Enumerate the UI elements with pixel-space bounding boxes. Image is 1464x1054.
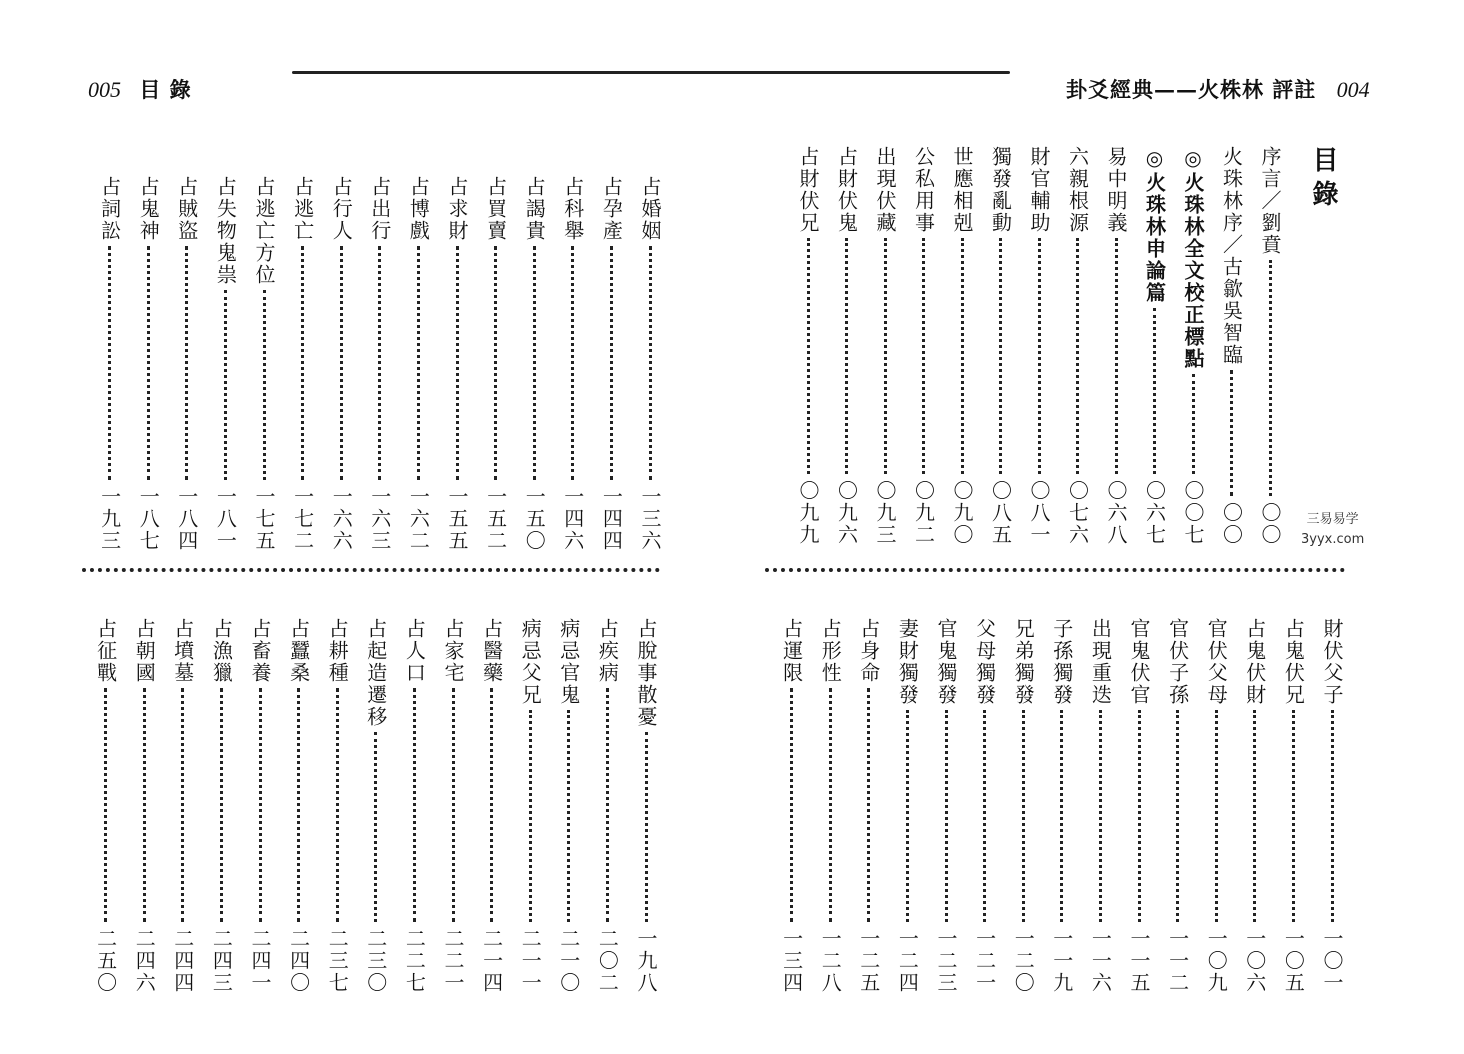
toc-entry[interactable] [636,176,664,552]
toc-entry[interactable] [794,146,822,546]
toc-entry[interactable] [327,176,355,552]
toc-entry-title: 占征戰 [93,618,118,684]
toc-entry-title: 官鬼獨發 [934,618,958,706]
dot-leader [1038,238,1041,474]
dot-leader [906,710,909,922]
toc-entry-title: 妻財獨發 [895,618,920,706]
toc-entry-title: 易中明義 [1104,146,1128,234]
toc-entry-page: 一二四 [895,928,920,994]
dot-leader [108,246,111,480]
toc-entry-title: 出現伏藏 [873,146,897,234]
toc-entry-title: 占畜養 [248,618,272,684]
dot-leader [567,710,570,922]
toc-entry-title: 占朝國 [132,618,157,684]
dot-leader [185,246,188,480]
toc-entry-page: 〇〇 [1219,502,1244,546]
toc-entry[interactable] [893,618,921,994]
dot-leader [297,688,300,922]
toc-entry-page: 二四三 [209,928,234,994]
toc-entry-title: 占逃亡 [290,176,315,242]
dot-leader [829,688,832,922]
toc-entry-page: 一一六 [1088,928,1113,994]
header-rule [292,71,1010,74]
toc-entry-title: 官伏父母 [1204,618,1229,706]
toc-entry[interactable] [1256,146,1284,546]
toc-entry-title: 序言／劉賁 [1258,146,1282,256]
toc-entry[interactable] [1009,618,1037,994]
toc-entry-page: 二〇二 [595,928,620,994]
dot-leader [610,246,613,480]
toc-entry-title: 官伏子孫 [1165,618,1190,706]
left-page-title: 目 錄 [139,77,192,102]
toc-entry-page: 二四六 [132,928,157,994]
toc-entry-title: 占蠶桑 [286,618,311,684]
toc-entry-title: 占婚姻 [638,176,662,242]
toc-entry[interactable] [1164,618,1192,994]
right-divider [765,568,1345,572]
toc-entry-page: 一九三 [97,486,122,552]
toc-entry-title: ◎火珠林全文校正標點 [1181,146,1205,370]
toc-entry[interactable] [482,176,510,552]
toc-entry-page: 〇六七 [1142,480,1167,546]
left-divider [82,568,660,572]
watermark-line2: 3yyx.com [1301,532,1365,547]
toc-entry[interactable] [932,618,960,994]
toc-entry[interactable] [1202,618,1230,994]
toc-entry-title: 子孫獨發 [1049,618,1074,706]
toc-entry-page: 〇九六 [834,480,859,546]
toc-entry-page: 二一一 [518,928,543,994]
toc-entry[interactable] [520,176,548,552]
toc-entry-page: 〇〇 [1258,502,1282,546]
dot-leader [1099,710,1102,922]
toc-entry[interactable] [404,176,432,552]
toc-entry-title: 占形性 [818,618,843,684]
dot-leader [259,688,262,922]
toc-entry[interactable] [855,618,883,994]
right-page-header [1066,74,1370,104]
toc-entry-title: 占鬼伏財 [1242,618,1267,706]
toc-entry-title: 占疾病 [595,618,620,684]
toc-entry[interactable] [130,618,158,994]
dot-leader [490,688,493,922]
toc-entry-title: 占謁貴 [522,176,547,242]
dot-leader [571,246,574,480]
toc-entry-page: 一五五 [445,486,469,552]
toc-entry-page: 一〇一 [1320,928,1344,994]
book-title: 卦爻經典——火株林 評註 [1066,77,1317,102]
dot-leader [1176,710,1179,922]
toc-entry[interactable] [362,618,390,994]
dot-leader [807,238,810,474]
dot-leader [104,688,107,922]
toc-entry-page: 二四四 [170,928,195,994]
toc-entry[interactable] [871,146,899,546]
toc-entry-title: 占鬼伏兄 [1281,618,1306,706]
toc-entry-page: 一五二 [483,486,508,552]
toc-entry[interactable] [816,618,844,994]
toc-entry-page: 二二七 [402,928,427,994]
toc-entry[interactable] [593,618,621,994]
toc-entry-page: 〇八一 [1027,480,1051,546]
toc-entry-title: 世應相剋 [950,146,974,234]
dot-leader [147,246,150,480]
toc-entry[interactable] [516,618,544,994]
dot-leader [336,688,339,922]
dot-leader [340,246,343,480]
toc-entry[interactable] [833,146,861,546]
toc-entry[interactable] [597,176,625,552]
toc-entry-page: 一六二 [406,486,431,552]
toc-entry-title: 占財伏鬼 [834,146,859,234]
dot-leader [1269,260,1272,496]
toc-entry-title: 占買賣 [483,176,508,242]
toc-entry-page: 一八一 [213,486,238,552]
dot-leader [645,732,648,922]
toc-entry-title: 占墳墓 [170,618,195,684]
toc-entry-title: 占鬼神 [136,176,161,242]
toc-entry-page: 二一〇 [556,928,581,994]
toc-entry-page: 〇九〇 [950,480,974,546]
toc-entry[interactable] [443,176,471,552]
toc-entry-page: 〇九九 [796,480,820,546]
toc-entry-title: 占耕種 [325,618,350,684]
toc-entry[interactable] [1086,618,1114,994]
toc-entry[interactable] [400,618,428,994]
toc-entry-title: 財官輔助 [1027,146,1051,234]
left-page-number: 005 [88,77,121,102]
toc-entry-page: 一二〇 [1011,928,1036,994]
toc-entry-title: 病忌官鬼 [556,618,581,706]
toc-entry-page: 一一二 [1165,928,1190,994]
toc-entry-title: 占求財 [445,176,469,242]
toc-entry-page: 一一九 [1049,928,1074,994]
toc-entry-title: 占脫事散憂 [634,618,658,728]
toc-entry[interactable] [250,176,278,552]
toc-entry-title: 出現重迭 [1088,618,1113,706]
toc-entry[interactable] [1102,146,1130,546]
dot-leader [301,246,304,480]
toc-entry-page: 一三六 [638,486,662,552]
toc-entry-title: 占科舉 [560,176,585,242]
toc-entry-title: 占財伏兄 [796,146,820,234]
toc-entry-title: 占身命 [856,618,881,684]
toc-entry-page: 〇九二 [911,480,936,546]
toc-entry-title: 病忌父兄 [518,618,543,706]
toc-entry-title: 占起造遷移 [363,618,388,728]
toc-entry-title: 公私用事 [911,146,936,234]
toc-entry-page: 〇七六 [1065,480,1090,546]
toc-entry-title: 占詞訟 [97,176,122,242]
toc-entry[interactable] [1241,618,1269,994]
dot-leader [999,238,1002,474]
dot-leader [867,688,870,922]
toc-entry[interactable] [1125,618,1153,994]
toc-entry[interactable] [169,618,197,994]
dot-leader [220,688,223,922]
toc-entry[interactable] [559,176,587,552]
toc-entry[interactable] [96,176,124,552]
dot-leader [452,688,455,922]
toc-entry-page: 一一五 [1127,928,1151,994]
dot-leader [1292,710,1295,922]
toc-entry[interactable] [285,618,313,994]
toc-entry-page: 〇九三 [873,480,897,546]
toc-entry-page: 二三〇 [363,928,388,994]
dot-leader [1253,710,1256,922]
toc-entry-title: 占行人 [329,176,354,242]
dot-leader [378,246,381,480]
toc-heading: 目錄 [1308,146,1338,214]
toc-entry[interactable] [948,146,976,546]
right-page-number: 004 [1336,77,1370,102]
dot-leader [884,238,887,474]
dot-leader [845,238,848,474]
toc-entry-page: 一九八 [634,928,658,994]
toc-entry[interactable] [1048,618,1076,994]
toc-entry-title: 兄弟獨發 [1011,618,1036,706]
toc-entry-page: 一五〇 [522,486,547,552]
toc-entry-page: 一三四 [779,928,804,994]
toc-entry-title: 占家宅 [441,618,465,684]
toc-entry[interactable] [92,618,120,994]
dot-leader [1115,238,1118,474]
toc-entry-title: 火珠林序／古歙吳智臨 [1219,146,1244,366]
dot-leader [417,246,420,480]
toc-entry[interactable] [207,618,235,994]
dot-leader [1076,238,1079,474]
toc-entry-title: 官鬼伏官 [1127,618,1151,706]
dot-leader [922,238,925,474]
toc-entry-page: 〇〇七 [1181,480,1205,546]
toc-entry-title: 占孕產 [599,176,624,242]
dot-leader [224,290,227,480]
toc-entry-page: 一四六 [560,486,585,552]
toc-entry[interactable] [1279,618,1307,994]
toc-entry[interactable] [632,618,660,994]
toc-entry-page: 二二一 [441,928,465,994]
toc-entry-page: 二五〇 [93,928,118,994]
toc-entry-page: 一七五 [252,486,276,552]
toc-entry[interactable] [478,618,506,994]
toc-entry-page: 一八七 [136,486,161,552]
dot-leader [1230,370,1233,496]
toc-entry-page: 一七二 [290,486,315,552]
dot-leader [456,246,459,480]
toc-entry-title: ◎火珠林申論篇 [1142,146,1167,304]
toc-entry[interactable] [1318,618,1346,994]
dot-leader [1060,710,1063,922]
toc-entry-title: 父母獨發 [972,618,997,706]
toc-entry-title: 占醫藥 [479,618,504,684]
dot-leader [143,688,146,922]
dot-leader [649,246,652,480]
toc-entry[interactable] [366,176,394,552]
toc-entry[interactable] [439,618,467,994]
toc-entry[interactable] [1179,146,1207,546]
toc-entry[interactable] [1025,146,1053,546]
toc-entry-page: 一八四 [174,486,199,552]
toc-entry-page: 一二一 [972,928,997,994]
toc-entry-title: 占逃亡方位 [252,176,276,286]
dot-leader [961,238,964,474]
toc-entry[interactable] [987,146,1015,546]
dot-leader [790,688,793,922]
toc-entry-title: 占運限 [779,618,804,684]
toc-entry[interactable] [211,176,239,552]
toc-entry[interactable] [1064,146,1092,546]
toc-entry[interactable] [134,176,162,552]
dot-leader [945,710,948,922]
toc-entry-page: 二一四 [479,928,504,994]
toc-entry-page: 〇八五 [988,480,1013,546]
dot-leader [1215,710,1218,922]
toc-entry[interactable] [323,618,351,994]
dot-leader [1192,374,1195,474]
toc-entry-page: 一六三 [367,486,392,552]
dot-leader [413,688,416,922]
toc-entry-page: 一二五 [856,928,881,994]
toc-entry-page: 一〇九 [1204,928,1229,994]
toc-entry-page: 一六六 [329,486,354,552]
dot-leader [529,710,532,922]
toc-entry-title: 占博戲 [406,176,431,242]
watermark-line1: 三易易学 [1306,512,1359,527]
toc-entry-title: 占漁獵 [209,618,234,684]
watermark [1301,510,1364,550]
toc-entry[interactable] [971,618,999,994]
toc-entry-page: 一〇五 [1281,928,1306,994]
toc-entry-page: 一四四 [599,486,624,552]
toc-entry-page: 二四一 [248,928,272,994]
dot-leader [983,710,986,922]
toc-entry-page: 〇六八 [1104,480,1128,546]
toc-entry[interactable] [173,176,201,552]
dot-leader [374,732,377,922]
toc-entry[interactable] [246,618,274,994]
toc-entry-title: 占人口 [402,618,427,684]
toc-entry-page: 一二八 [818,928,843,994]
dot-leader [1022,710,1025,922]
dot-leader [1331,710,1334,922]
toc-entry-title: 財伏父子 [1320,618,1344,706]
dot-leader [494,246,497,480]
toc-entry[interactable] [1218,146,1246,546]
dot-leader [533,246,536,480]
toc-entry[interactable] [289,176,317,552]
toc-entry-page: 二四〇 [286,928,311,994]
toc-entry[interactable] [555,618,583,994]
toc-entry[interactable] [778,618,806,994]
dot-leader [1153,308,1156,474]
dot-leader [1138,710,1141,922]
toc-entry-page: 二三七 [325,928,350,994]
toc-entry-page: 一二三 [934,928,958,994]
left-page-header [88,74,192,104]
toc-entry[interactable] [910,146,938,546]
dot-leader [606,688,609,922]
toc-entry[interactable] [1141,146,1169,546]
toc-entry-title: 六親根源 [1065,146,1090,234]
dot-leader [181,688,184,922]
dot-leader [263,290,266,480]
toc-entry-title: 占出行 [367,176,392,242]
toc-entry-title: 占賊盜 [174,176,199,242]
toc-entry-title: 占失物鬼祟 [213,176,238,286]
toc-entry-page: 一〇六 [1242,928,1267,994]
toc-entry-title: 獨發亂動 [988,146,1013,234]
